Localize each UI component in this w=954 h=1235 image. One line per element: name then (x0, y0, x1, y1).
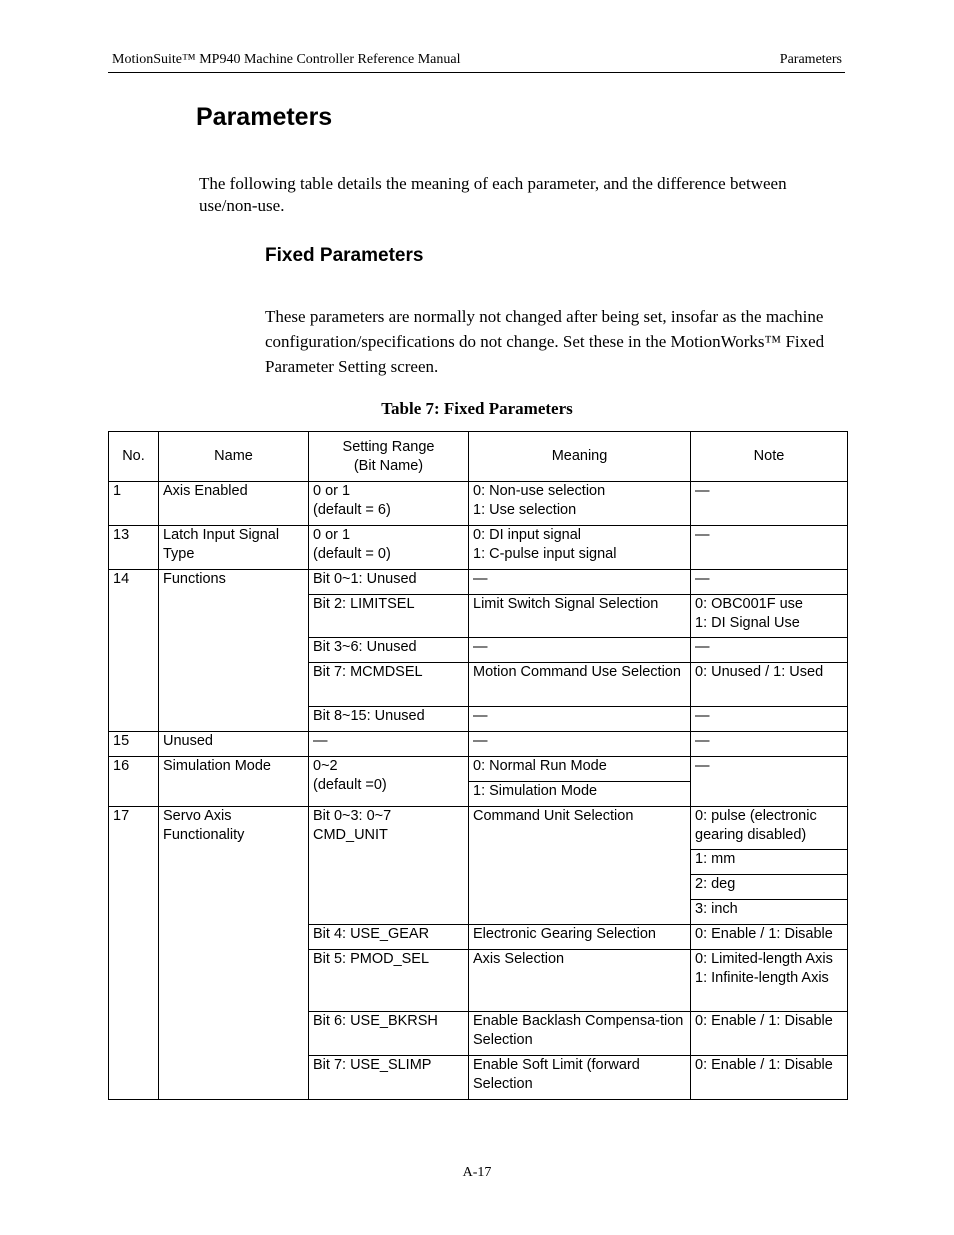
table-row (109, 570, 848, 595)
cell-meaning: 0: Normal Run Mode (469, 757, 691, 782)
cell-meaning: 0: Non-use selection 1: Use selection (469, 482, 691, 526)
cell-note: — (691, 526, 848, 570)
cell-meaning: Enable Soft Limit (forward Selection (469, 1056, 691, 1100)
cell-note: — (691, 570, 848, 595)
cell-range: Bit 0~1: Unused (309, 570, 469, 595)
cell-range: 0 or 1 (default = 0) (309, 526, 469, 570)
cell-meaning: Limit Switch Signal Selection (469, 595, 691, 638)
cell-range: Bit 2: LIMITSEL (309, 595, 469, 638)
cell-meaning: 0: DI input signal 1: C-pulse input signal (469, 526, 691, 570)
column-header-setting-range: Setting Range (Bit Name) (309, 432, 469, 482)
cell-range: Bit 0~3: 0~7 CMD_UNIT (309, 807, 469, 925)
table-caption: Table 7: Fixed Parameters (381, 399, 573, 418)
column-header-no: No. (109, 432, 159, 482)
cell-note: — (691, 482, 848, 526)
column-header-note: Note (691, 432, 848, 482)
fixed-parameters-table (108, 431, 848, 1100)
cell-range: Bit 4: USE_GEAR (309, 925, 469, 950)
cell-no: 15 (109, 732, 159, 757)
header-section: Parameters (779, 52, 842, 67)
cell-name: Functions (159, 570, 309, 732)
cell-range: Bit 7: MCMDSEL (309, 663, 469, 707)
section-heading: Fixed Parameters (265, 245, 424, 266)
table-row (109, 482, 848, 526)
cell-range: 0 or 1 (default = 6) (309, 482, 469, 526)
cell-no: 17 (109, 807, 159, 1100)
cell-no: 1 (109, 482, 159, 526)
cell-meaning: — (469, 707, 691, 732)
cell-meaning: Motion Command Use Selection (469, 663, 691, 707)
cell-meaning: — (469, 570, 691, 595)
cell-note: 3: inch (691, 900, 848, 925)
body-paragraph: These parameters are normally not changed after being set, insofar as the machine configuration/specifications do not change. Set these in the MotionWorks™ Fixed Parameter Setting screen. (265, 307, 825, 376)
cell-note: 0: Enable / 1: Disable (691, 925, 848, 950)
cell-note: 0: Limited-length Axis 1: Infinite-length Axis (691, 950, 848, 1012)
intro-paragraph: The following table details the meaning of each parameter, and the difference between use/non-use. (199, 174, 787, 215)
page-title: Parameters (196, 103, 333, 131)
cell-name: Latch Input Signal Type (159, 526, 309, 570)
cell-no: 16 (109, 757, 159, 807)
cell-note: 0: Unused / 1: Used (691, 663, 848, 707)
cell-name: Servo Axis Functionality (159, 807, 309, 1100)
cell-meaning: Axis Selection (469, 950, 691, 1012)
cell-note: — (691, 757, 848, 807)
cell-range: — (309, 732, 469, 757)
cell-name: Simulation Mode (159, 757, 309, 807)
header-divider (108, 72, 845, 73)
cell-meaning: Command Unit Selection (469, 807, 691, 925)
cell-note: — (691, 638, 848, 663)
cell-note: 0: Enable / 1: Disable (691, 1056, 848, 1100)
cell-note: 0: pulse (electronic gearing disabled) (691, 807, 848, 850)
cell-meaning: — (469, 732, 691, 757)
table-header-row (109, 432, 848, 482)
cell-note: 0: Enable / 1: Disable (691, 1012, 848, 1056)
cell-range: 0~2 (default =0) (309, 757, 469, 807)
cell-no: 13 (109, 526, 159, 570)
table-row (109, 757, 848, 782)
cell-meaning: Electronic Gearing Selection (469, 925, 691, 950)
cell-meaning: — (469, 638, 691, 663)
cell-range: Bit 7: USE_SLIMP (309, 1056, 469, 1100)
cell-meaning: 1: Simulation Mode (469, 782, 691, 807)
cell-note: — (691, 732, 848, 757)
cell-range: Bit 8~15: Unused (309, 707, 469, 732)
cell-range: Bit 3~6: Unused (309, 638, 469, 663)
cell-note: — (691, 707, 848, 732)
cell-no: 14 (109, 570, 159, 732)
table-row (109, 732, 848, 757)
cell-note: 0: OBC001F use 1: DI Signal Use (691, 595, 848, 638)
cell-range: Bit 6: USE_BKRSH (309, 1012, 469, 1056)
cell-name: Unused (159, 732, 309, 757)
cell-meaning: Enable Backlash Compensa-tion Selection (469, 1012, 691, 1056)
page-number: A-17 (462, 1165, 492, 1180)
table-row (109, 526, 848, 570)
header-title: MotionSuite™ MP940 Machine Controller Reference Manual (112, 52, 461, 67)
cell-note: 1: mm (691, 850, 848, 875)
cell-note: 2: deg (691, 875, 848, 900)
column-header-name: Name (159, 432, 309, 482)
cell-name: Axis Enabled (159, 482, 309, 526)
cell-range: Bit 5: PMOD_SEL (309, 950, 469, 1012)
column-header-meaning: Meaning (469, 432, 691, 482)
table-row (109, 807, 848, 850)
